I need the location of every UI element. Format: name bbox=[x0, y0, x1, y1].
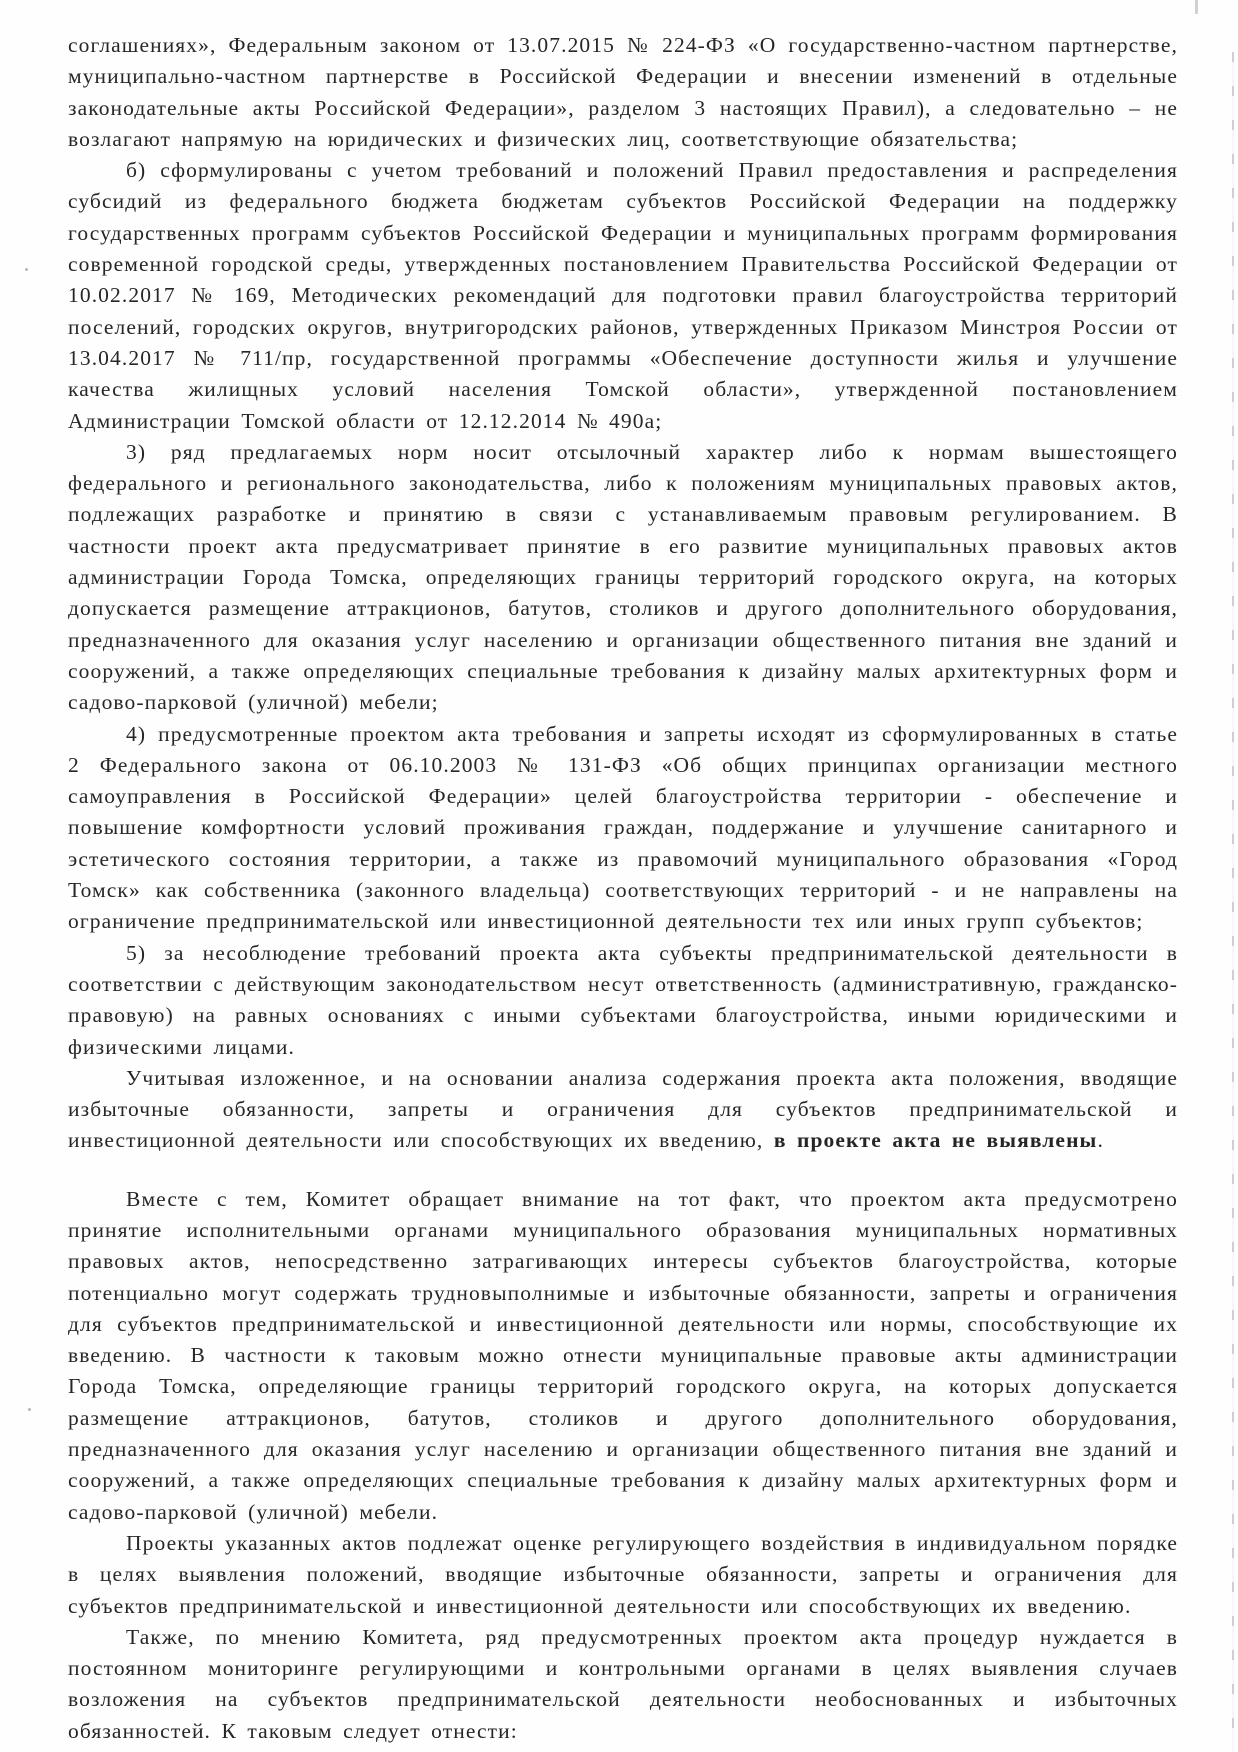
paragraph bbox=[68, 1622, 1178, 1747]
paragraph bbox=[68, 1063, 1178, 1157]
paragraph-text: соглашениях», Федеральным законом от 13.07.2015 № 224-ФЗ «О государственно-частном партнерстве, муниципально-частном партнерстве в Российской Федерации и внесении изменений в отдельные законодательные акты Российской Федерации», разделом 3 настоящих Правил), а следовательно – не возлагают напрямую на юридических и физических лиц, соответствующие обязательства; bbox=[68, 33, 1178, 151]
paragraph bbox=[68, 30, 1178, 155]
paragraph bbox=[68, 1184, 1178, 1528]
paragraph-text: Также, по мнению Комитета, ряд предусмотренных проектом акта процедур нуждается в постоянном мониторинге регулирующими и контрольными органами в целях выявления случаев возложения на субъектов предпринимательской деятельности необоснованных и избыточных обязанностей. К таковым следует отнести: bbox=[68, 1624, 1178, 1743]
scan-artifact-streak bbox=[1195, 0, 1198, 14]
scan-artifact-dot bbox=[25, 268, 28, 271]
paragraph bbox=[68, 1528, 1178, 1622]
paragraph-text: б) сформулированы с учетом требований и положений Правил предоставления и распределения субсидий из федерального бюджета бюджетам субъектов Российской Федерации на поддержку государственных программ субъектов Российской Федерации и муниципальных программ формирования современной городской среды, утвержденных постановлением Правительства Российской Федерации от 10.02.2017 № 169, Методических рекомендаций для подготовки правил благоустройства территорий поселений, городских округов, внутригородских районов, утвержденных Приказом Минстроя России от 13.04.2017 № 711/пр, государственной программы «Обеспечение доступности жилья и улучшение качества жилищных условий населения Томской области», утвержденной постановлением Администрации Томской области от 12.12.2014 № 490а; bbox=[68, 158, 1178, 433]
paragraph bbox=[68, 938, 1178, 1063]
paragraph-text: 4) предусмотренные проектом акта требования и запреты исходят из сформулированных в статье 2 Федерального закона от 06.10.2003 № 131-ФЗ «Об общих принципах организации местного самоуправления в Российской Федерации» целей благоустройства территории - обеспечение и повышение комфортности условий проживания граждан, поддержание и улучшение санитарного и эстетического состояния территории, а также из правомочий муниципального образования «Город Томск» как собственника (законного владельца) соответствующих территорий - и не направлены на ограничение предпринимательской или инвестиционной деятельности тех или иных групп субъектов; bbox=[68, 721, 1178, 934]
scan-artifact-edge-line bbox=[1232, 52, 1234, 1752]
paragraph-text: 3) ряд предлагаемых норм носит отсылочный характер либо к нормам вышестоящего федерального и регионального законодательства, либо к положениям муниципальных правовых актов, подлежащих разработке и принятию в связи с устанавливаемым правовым регулированием. В частности проект акта предусматривает принятие в его развитие муниципальных правовых актов администрации Города Томска, определяющих границы территорий городского округа, на которых допускается размещение аттракционов, батутов, столиков и другого дополнительного оборудования, предназначенного для оказания услуг населению и организации общественного питания вне зданий и сооружений, а также определяющих специальные требования к дизайну малых архитектурных форм и садово-парковой (уличной) мебели; bbox=[68, 439, 1178, 715]
paragraph-text: 5) за несоблюдение требований проекта акта субъекты предпринимательской деятельности в соответствии с действующим законодательством несут ответственность (административную, гражданско-правовую) на равных основаниях с иными субъектами благоустройства, иными юридическими и физическими лицами. bbox=[68, 940, 1178, 1059]
paragraph-text: Учитывая изложенное, и на основании анализа содержания проекта акта положения, вводящие избыточные обязанности, запреты и ограничения для субъектов предпринимательской и инвестиционной деятельности или способствующих их введению, bbox=[68, 1065, 1178, 1153]
document-body bbox=[68, 30, 1178, 1747]
emphasis-bold-text: в проекте акта не выявлены bbox=[773, 1128, 1098, 1153]
paragraph-text: Вместе с тем, Комитет обращает внимание на тот факт, что проектом акта предусмотрено принятие исполнительными органами муниципального образования муниципальных нормативных правовых актов, непосредственно затрагивающих интересы субъектов благоустройства, которые потенциально могут содержать трудновыполнимые и избыточные обязанности, запреты и ограничения для субъектов предпринимательской и инвестиционной деятельности или нормы, способствующие их введению. В частности к таковым можно отнести муниципальные правовые акты администрации Города Томска, определяющие границы территорий городского округа, на которых допускается размещение аттракционов, батутов, столиков и другого дополнительного оборудования, предназначенного для оказания услуг населению и организации общественного питания вне зданий и сооружений, а также определяющих специальные требования к дизайну малых архитектурных форм и садово-парковой (уличной) мебели. bbox=[68, 1186, 1178, 1524]
paragraph-text: Проекты указанных актов подлежат оценке регулирующего воздействия в индивидуальном порядке в целях выявления положений, вводящие избыточные обязанности, запреты и ограничения для субъектов предпринимательской и инвестиционной деятельности или способствующих их введению. bbox=[68, 1530, 1178, 1618]
paragraph bbox=[68, 437, 1178, 719]
paragraph bbox=[68, 155, 1178, 437]
paragraph bbox=[68, 719, 1178, 938]
scan-artifact-dot bbox=[28, 1408, 31, 1411]
paragraph-text: . bbox=[1097, 1128, 1104, 1153]
